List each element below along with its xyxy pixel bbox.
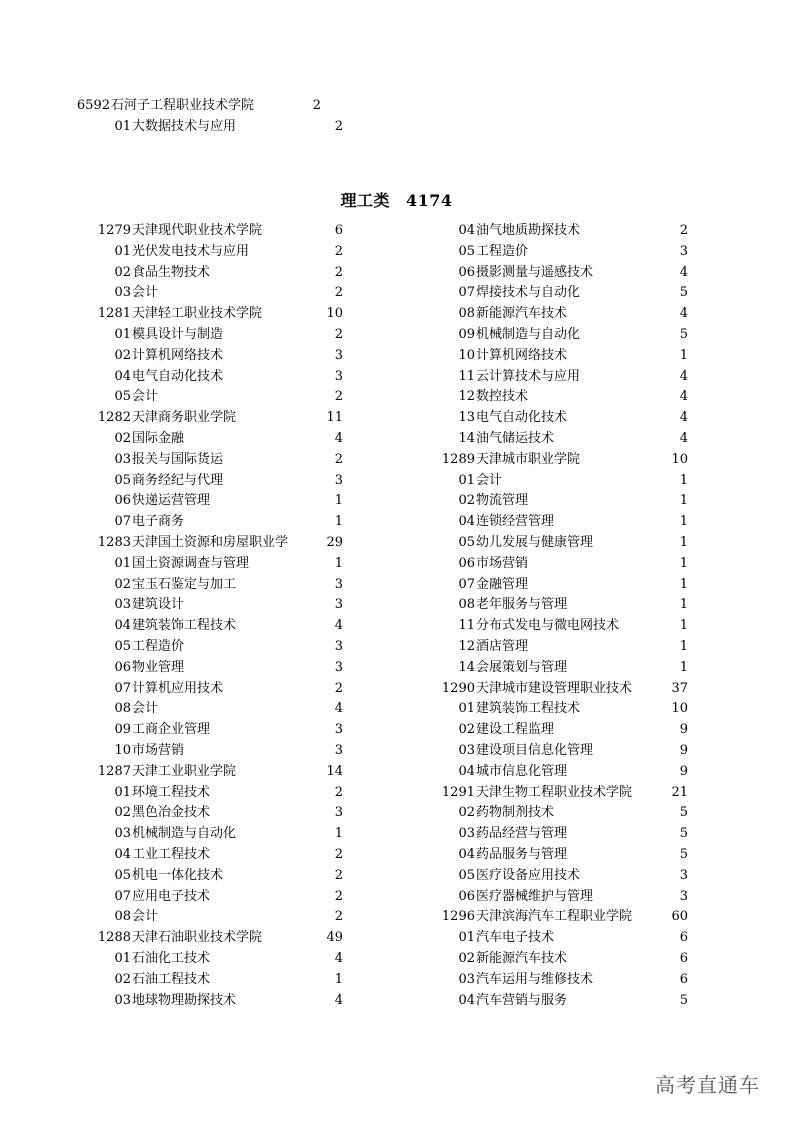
major-code: 01 <box>114 327 131 342</box>
major-row <box>0 533 793 554</box>
major-code: 07 <box>114 514 131 530</box>
major-name: 药品经营与管理 <box>476 826 568 842</box>
major-name: 金融管理 <box>476 576 529 592</box>
major-code: 02 <box>458 493 475 509</box>
major-name: 应用电子技术 <box>132 888 211 904</box>
major-row <box>0 720 793 741</box>
major-name: 环境工程技术 <box>132 784 211 800</box>
enrollment-count: 3 <box>679 243 688 259</box>
major-code: 03 <box>114 285 131 301</box>
major-name: 酒店管理 <box>476 639 529 654</box>
major-name: 国土资源调查与管理 <box>132 555 250 571</box>
enrollment-count: 11 <box>326 410 343 426</box>
major-row <box>0 408 793 429</box>
major-name: 商务经纪与代理 <box>132 472 224 488</box>
major-row <box>0 575 793 596</box>
major-row <box>0 221 793 242</box>
major-row <box>0 866 793 887</box>
major-name: 物业管理 <box>132 659 185 675</box>
major-code: 01 <box>114 118 131 134</box>
major-code: 03 <box>114 826 131 842</box>
enrollment-count: 1 <box>334 555 343 571</box>
major-code: 03 <box>458 971 475 987</box>
enrollment-count: 4 <box>679 389 688 405</box>
major-row <box>0 242 793 263</box>
major-code: 02 <box>114 431 131 446</box>
major-code: 02 <box>458 805 475 821</box>
enrollment-count: 3 <box>679 867 688 883</box>
enrollment-count: 5 <box>679 327 688 342</box>
major-name: 会展策划与管理 <box>476 659 568 675</box>
enrollment-count: 9 <box>679 763 688 779</box>
major-name: 电气自动化技术 <box>476 410 568 426</box>
major-name: 药品服务与管理 <box>476 847 568 862</box>
major-row <box>0 824 793 845</box>
major-name: 焊接技术与自动化 <box>476 285 581 301</box>
enrollment-count: 2 <box>334 784 343 800</box>
major-code: 04 <box>458 992 475 1008</box>
school-code: 1291 <box>441 784 475 800</box>
major-code: 14 <box>458 659 475 675</box>
major-row <box>0 387 793 408</box>
major-code: 03 <box>114 992 131 1008</box>
school-name: 天津城市建设管理职业技术 <box>476 680 633 696</box>
major-row <box>0 762 793 783</box>
major-code: 02 <box>458 722 475 738</box>
major-code: 01 <box>458 930 475 946</box>
enrollment-count: 49 <box>326 930 343 946</box>
major-name: 黑色冶金技术 <box>132 805 211 821</box>
major-code: 05 <box>114 639 131 654</box>
major-row <box>0 491 793 512</box>
major-row <box>0 637 793 658</box>
enrollment-count: 2 <box>334 243 343 259</box>
major-row <box>0 304 793 325</box>
enrollment-count: 3 <box>679 888 688 904</box>
enrollment-count: 9 <box>679 722 688 738</box>
major-code: 06 <box>458 555 475 571</box>
enrollment-count: 4 <box>334 431 343 446</box>
major-name: 地球物理勘探技术 <box>132 992 237 1008</box>
major-code: 09 <box>114 722 131 738</box>
major-code: 04 <box>458 763 475 779</box>
school-name: 天津石油职业技术学院 <box>132 930 263 946</box>
enrollment-count: 3 <box>334 743 343 758</box>
enrollment-count: 4 <box>679 368 688 384</box>
major-code: 04 <box>114 368 131 384</box>
major-name: 报关与国际货运 <box>132 451 224 467</box>
major-name: 电气自动化技术 <box>132 368 224 384</box>
major-code: 05 <box>458 535 475 550</box>
enrollment-count: 4 <box>334 951 343 966</box>
enrollment-count: 1 <box>334 493 343 509</box>
major-code: 12 <box>458 389 475 405</box>
major-code: 10 <box>458 347 475 363</box>
enrollment-count: 21 <box>671 784 688 800</box>
major-code: 05 <box>114 472 131 488</box>
major-row <box>0 928 793 949</box>
major-row <box>0 325 793 346</box>
major-name: 国际金融 <box>132 431 185 446</box>
major-name: 工商企业管理 <box>132 722 211 738</box>
major-code: 10 <box>114 743 131 758</box>
enrollment-count: 2 <box>334 451 343 467</box>
major-code: 05 <box>458 867 475 883</box>
major-name: 数控技术 <box>476 389 529 405</box>
major-name: 机电一体化技术 <box>132 867 224 883</box>
enrollment-count: 1 <box>679 347 688 363</box>
major-name: 医疗器械维护与管理 <box>476 888 594 904</box>
major-row <box>0 699 793 720</box>
school-code: 1287 <box>97 763 131 779</box>
enrollment-count: 3 <box>334 659 343 675</box>
major-name: 工程造价 <box>476 243 529 259</box>
school-name: 天津生物工程职业技术学院 <box>476 784 633 800</box>
section-title-total: 4174 <box>405 191 453 210</box>
major-code: 06 <box>114 493 131 509</box>
major-row <box>0 367 793 388</box>
major-name: 宝玉石鉴定与加工 <box>132 576 237 592</box>
major-name: 会计 <box>132 389 159 405</box>
major-row <box>0 117 793 138</box>
major-code: 04 <box>114 618 131 634</box>
major-name: 光伏发电技术与应用 <box>132 243 250 259</box>
enrollment-count: 9 <box>679 743 688 758</box>
watermark: 高考直通车 <box>655 1073 760 1097</box>
major-code: 08 <box>114 909 131 925</box>
major-name: 机械制造与自动化 <box>132 826 237 842</box>
major-code: 05 <box>114 867 131 883</box>
section-title-label: 理工类 <box>340 191 390 210</box>
major-name: 分布式发电与微电网技术 <box>476 618 620 634</box>
major-name: 幼儿发展与健康管理 <box>476 535 594 550</box>
school-row <box>0 450 793 471</box>
school-code: 1289 <box>441 451 475 467</box>
enrollment-count: 4 <box>679 431 688 446</box>
major-name: 电子商务 <box>132 514 185 530</box>
major-name: 摄影测量与遥感技术 <box>476 264 594 280</box>
enrollment-count: 1 <box>334 826 343 842</box>
enrollment-count: 2 <box>334 264 343 280</box>
enrollment-count: 1 <box>334 971 343 987</box>
school-code: 1283 <box>97 535 131 550</box>
major-code: 01 <box>114 243 131 259</box>
school-code: 6592 <box>76 98 110 113</box>
enrollment-count: 4 <box>334 618 343 634</box>
major-name: 建设工程监理 <box>476 722 555 738</box>
enrollment-count: 5 <box>679 992 688 1008</box>
major-code: 08 <box>458 597 475 613</box>
major-name: 机械制造与自动化 <box>476 327 581 342</box>
major-row <box>0 616 793 637</box>
enrollment-count: 4 <box>679 410 688 426</box>
school-row <box>0 907 793 928</box>
enrollment-count: 3 <box>334 347 343 363</box>
major-name: 会计 <box>132 285 159 301</box>
major-code: 06 <box>458 264 475 280</box>
enrollment-count: 3 <box>334 576 343 592</box>
major-name: 石油化工技术 <box>132 951 211 966</box>
major-name: 模具设计与制造 <box>132 327 224 342</box>
major-row <box>0 554 793 575</box>
major-code: 03 <box>458 826 475 842</box>
major-name: 会计 <box>132 909 159 925</box>
enrollment-count: 10 <box>671 701 688 717</box>
major-code: 02 <box>114 347 131 363</box>
school-name: 天津城市职业学院 <box>476 451 581 467</box>
school-name: 天津现代职业技术学院 <box>132 223 263 238</box>
major-name: 老年服务与管理 <box>476 597 568 613</box>
major-code: 04 <box>458 847 475 862</box>
enrollment-count: 3 <box>334 639 343 654</box>
major-code: 01 <box>114 951 131 966</box>
enrollment-count: 1 <box>679 618 688 634</box>
major-name: 油气地质勘探技术 <box>476 223 581 238</box>
enrollment-count: 1 <box>679 597 688 613</box>
enrollment-count: 1 <box>334 514 343 530</box>
major-name: 汽车运用与维修技术 <box>476 971 594 987</box>
school-code: 1281 <box>97 306 131 322</box>
major-row <box>0 471 793 492</box>
major-name: 工程造价 <box>132 639 185 654</box>
major-name: 汽车营销与服务 <box>476 992 568 1008</box>
major-row <box>0 887 793 908</box>
enrollment-count: 4 <box>334 992 343 1008</box>
major-name: 建筑装饰工程技术 <box>132 618 237 634</box>
major-name: 市场营销 <box>132 743 185 758</box>
major-code: 03 <box>114 451 131 467</box>
enrollment-count: 1 <box>679 659 688 675</box>
major-code: 02 <box>114 971 131 987</box>
enrollment-count: 2 <box>334 327 343 342</box>
major-row <box>0 346 793 367</box>
major-row <box>0 263 793 284</box>
school-code: 1279 <box>97 223 131 238</box>
enrollment-count: 2 <box>679 223 688 238</box>
enrollment-count: 5 <box>679 805 688 821</box>
enrollment-count: 5 <box>679 826 688 842</box>
enrollment-count: 1 <box>679 576 688 592</box>
enrollment-count: 14 <box>326 763 343 779</box>
major-row <box>0 595 793 616</box>
enrollment-count: 5 <box>679 285 688 301</box>
enrollment-count: 2 <box>334 867 343 883</box>
school-name: 石河子工程职业技术学院 <box>111 98 255 113</box>
section-title <box>0 188 793 211</box>
school-code: 1296 <box>441 909 475 925</box>
major-name: 石油工程技术 <box>132 971 211 987</box>
school-code: 1288 <box>97 930 131 946</box>
major-code: 04 <box>458 514 475 530</box>
major-code: 03 <box>114 597 131 613</box>
enrollment-count: 3 <box>334 805 343 821</box>
major-name: 油气储运技术 <box>476 431 555 446</box>
enrollment-count: 3 <box>334 597 343 613</box>
major-name: 连锁经营管理 <box>476 514 555 530</box>
major-name: 市场营销 <box>476 555 529 571</box>
enrollment-count: 1 <box>679 555 688 571</box>
major-row <box>0 283 793 304</box>
major-name: 计算机网络技术 <box>476 347 568 363</box>
enrollment-count: 6 <box>679 930 688 946</box>
school-row <box>0 96 793 117</box>
major-row <box>0 991 793 1012</box>
school-name: 天津商务职业学院 <box>132 410 237 426</box>
enrollment-count: 1 <box>679 639 688 654</box>
enrollment-count: 6 <box>334 223 343 238</box>
major-code: 01 <box>114 784 131 800</box>
major-name: 计算机应用技术 <box>132 680 224 696</box>
enrollment-count: 3 <box>334 722 343 738</box>
major-code: 05 <box>114 389 131 405</box>
enrollment-count: 2 <box>334 680 343 696</box>
major-code: 09 <box>458 327 475 342</box>
major-name: 大数据技术与应用 <box>132 118 237 134</box>
school-code: 1282 <box>97 410 131 426</box>
major-code: 12 <box>458 639 475 654</box>
enrollment-count: 29 <box>326 535 343 550</box>
major-code: 06 <box>458 888 475 904</box>
major-name: 计算机网络技术 <box>132 347 224 363</box>
school-row <box>0 679 793 700</box>
major-code: 13 <box>458 410 475 426</box>
major-code: 02 <box>458 951 475 966</box>
major-code: 04 <box>458 223 475 238</box>
major-code: 07 <box>458 576 475 592</box>
major-name: 工业工程技术 <box>132 847 211 862</box>
major-row <box>0 845 793 866</box>
major-code: 02 <box>114 576 131 592</box>
major-code: 02 <box>114 805 131 821</box>
major-code: 08 <box>114 701 131 717</box>
enrollment-count: 6 <box>679 951 688 966</box>
major-code: 08 <box>458 306 475 322</box>
major-code: 03 <box>458 743 475 758</box>
enrollment-count: 10 <box>671 451 688 467</box>
major-code: 07 <box>114 680 131 696</box>
enrollment-count: 2 <box>334 909 343 925</box>
enrollment-count: 1 <box>679 493 688 509</box>
enrollment-count: 2 <box>334 847 343 862</box>
major-code: 02 <box>114 264 131 280</box>
major-code: 06 <box>114 659 131 675</box>
major-name: 城市信息化管理 <box>476 763 568 779</box>
major-name: 快递运营管理 <box>132 493 211 509</box>
major-code: 14 <box>458 431 475 446</box>
major-row <box>0 658 793 679</box>
major-row <box>0 429 793 450</box>
major-name: 物流管理 <box>476 493 529 509</box>
major-name: 药物制剂技术 <box>476 805 555 821</box>
enrollment-count: 2 <box>334 888 343 904</box>
major-row <box>0 970 793 991</box>
major-name: 建筑装饰工程技术 <box>476 701 581 717</box>
enrollment-count: 2 <box>334 389 343 405</box>
enrollment-count: 2 <box>312 98 321 113</box>
enrollment-count: 4 <box>679 264 688 280</box>
major-name: 医疗设备应用技术 <box>476 867 581 883</box>
enrollment-count: 2 <box>334 285 343 301</box>
major-row <box>0 741 793 762</box>
major-name: 新能源汽车技术 <box>476 306 568 322</box>
major-code: 04 <box>114 847 131 862</box>
major-code: 01 <box>458 472 475 488</box>
school-code: 1290 <box>441 680 475 696</box>
major-code: 01 <box>114 555 131 571</box>
major-name: 云计算技术与应用 <box>476 368 581 384</box>
school-name: 天津国土资源和房屋职业学 <box>132 535 289 550</box>
school-name: 天津轻工职业技术学院 <box>132 306 263 322</box>
major-name: 食品生物技术 <box>132 264 211 280</box>
enrollment-count: 2 <box>334 118 343 134</box>
enrollment-count: 6 <box>679 971 688 987</box>
school-name: 天津工业职业学院 <box>132 763 237 779</box>
major-name: 建设项目信息化管理 <box>476 743 594 758</box>
enrollment-count: 3 <box>334 472 343 488</box>
enrollment-count: 1 <box>679 514 688 530</box>
school-name: 天津滨海汽车工程职业学院 <box>476 909 633 925</box>
enrollment-count: 3 <box>334 368 343 384</box>
major-name: 会计 <box>132 701 159 717</box>
enrollment-count: 1 <box>679 472 688 488</box>
enrollment-count: 37 <box>671 680 688 696</box>
enrollment-count: 10 <box>326 306 343 322</box>
major-code: 07 <box>458 285 475 301</box>
major-code: 01 <box>458 701 475 717</box>
major-row <box>0 949 793 970</box>
major-name: 建筑设计 <box>132 597 185 613</box>
major-name: 汽车电子技术 <box>476 930 555 946</box>
enrollment-count: 1 <box>679 535 688 550</box>
major-name: 会计 <box>476 472 503 488</box>
major-code: 11 <box>458 618 475 634</box>
enrollment-count: 5 <box>679 847 688 862</box>
major-code: 05 <box>458 243 475 259</box>
major-name: 新能源汽车技术 <box>476 951 568 966</box>
enrollment-count: 4 <box>679 306 688 322</box>
major-row <box>0 803 793 824</box>
major-code: 07 <box>114 888 131 904</box>
enrollment-count: 4 <box>334 701 343 717</box>
major-row <box>0 512 793 533</box>
enrollment-count: 60 <box>671 909 688 925</box>
school-row <box>0 783 793 804</box>
major-code: 11 <box>458 368 475 384</box>
